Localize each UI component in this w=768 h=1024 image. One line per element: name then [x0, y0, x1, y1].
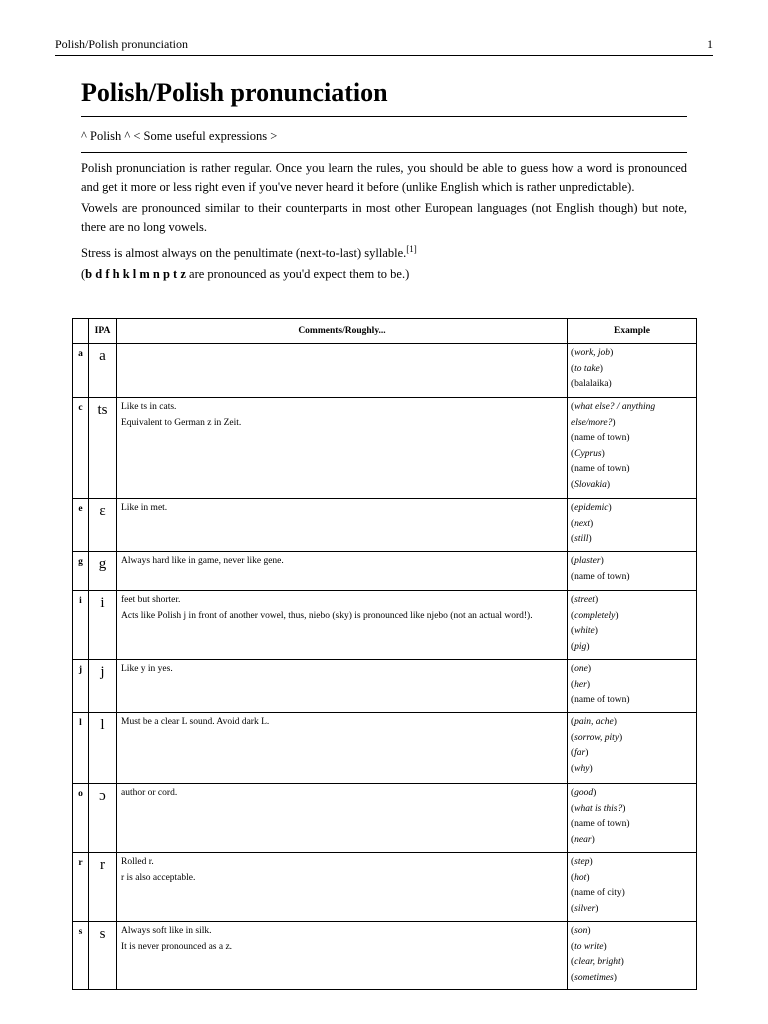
example-gloss: far: [574, 748, 586, 758]
letter-cell: a: [73, 344, 89, 398]
comment-line: Always hard like in game, never like gene.: [121, 556, 284, 566]
running-title: Polish/Polish pronunciation: [55, 37, 189, 51]
footnote-ref[interactable]: [1]: [406, 244, 417, 254]
header-key: [73, 319, 89, 344]
letter-cell: j: [73, 660, 89, 713]
comment-line: Always soft like in silk.: [121, 926, 212, 936]
comment-line: author or cord.: [121, 788, 178, 798]
letter-cell: s: [73, 922, 89, 990]
example-gloss: near: [574, 834, 592, 845]
ipa-cell: l: [89, 713, 117, 784]
comment-line: Like ts in cats.: [121, 402, 177, 412]
example-line: (pig): [571, 641, 590, 652]
page-title: Polish/Polish pronunciation: [81, 76, 687, 117]
header-ipa: IPA: [89, 319, 117, 344]
comment-line: r is also acceptable.: [121, 872, 196, 883]
letter-cell: l: [73, 713, 89, 784]
example-line: (step): [571, 857, 593, 867]
example-gloss: to write: [574, 941, 604, 952]
example-line: (still): [571, 534, 592, 544]
letter-cell: e: [73, 499, 89, 552]
example-line: (silver): [571, 903, 599, 914]
table-row: [73, 552, 697, 591]
example-cell: [568, 344, 697, 398]
example-gloss: white: [574, 626, 595, 636]
example-line: (her): [571, 679, 591, 690]
comments-cell: [117, 922, 568, 990]
example-line: (white): [571, 626, 598, 636]
header-example: Example: [568, 319, 697, 344]
example-gloss: to take: [574, 363, 600, 374]
example-gloss: her: [574, 679, 587, 690]
example-gloss: completely: [574, 610, 616, 621]
example-line: (what else? / anything else/more?): [571, 402, 656, 428]
example-line: (name of town): [571, 464, 630, 474]
table-row: [73, 922, 697, 990]
intro-paragraph-4: [81, 265, 687, 284]
example-gloss: what is this?: [574, 803, 623, 814]
table-row: [73, 398, 697, 499]
comments-cell: [117, 784, 568, 853]
example-cell: [568, 853, 697, 922]
comment-line: Like y in yes.: [121, 664, 173, 674]
example-line: (next): [571, 518, 594, 529]
example-line: (to take): [571, 363, 603, 374]
example-gloss: what else? / anything else/more?: [571, 402, 656, 428]
regular-letters-note: are pronounced as you'd expect them to be.): [185, 267, 410, 282]
example-gloss: Slovakia: [574, 479, 607, 490]
example-cell: [568, 499, 697, 552]
comment-line: Acts like Polish j in front of another vowel, thus, niebo (sky) is pronounced like njebo (not an actual word!).: [121, 610, 533, 621]
paren-open: (: [81, 267, 86, 282]
example-gloss: still: [574, 534, 589, 544]
example-line: (street): [571, 595, 599, 605]
example-cell: [568, 398, 697, 499]
example-gloss: step: [574, 857, 590, 867]
example-gloss: why: [574, 763, 590, 774]
comments-cell: [117, 853, 568, 922]
header-comments: Comments/Roughly...: [117, 319, 568, 344]
ipa-cell: r: [89, 853, 117, 922]
table-row: [73, 344, 697, 398]
regular-letters: b d f h k l m n p t z: [85, 267, 186, 282]
example-cell: [568, 552, 697, 591]
example-line: (hot): [571, 872, 590, 883]
ipa-cell: ɔ: [89, 784, 117, 853]
comments-cell: [117, 552, 568, 591]
comments-cell: [117, 344, 568, 398]
example-line: (one): [571, 664, 592, 674]
example-gloss: one: [574, 664, 588, 674]
example-line: (completely): [571, 610, 619, 621]
example-cell: [568, 784, 697, 853]
example-line: (name of town): [571, 695, 630, 705]
table-row: [73, 660, 697, 713]
comments-cell: [117, 713, 568, 784]
letter-cell: r: [73, 853, 89, 922]
example-gloss: plaster: [574, 556, 601, 566]
example-line: (sorrow, pity): [571, 732, 623, 743]
ipa-cell: i: [89, 591, 117, 660]
example-line: (to write): [571, 941, 607, 952]
example-gloss: pain, ache: [574, 717, 614, 727]
example-gloss: next: [574, 518, 590, 529]
pronunciation-table: [72, 318, 697, 990]
example-gloss: good: [574, 788, 594, 798]
page-content: [81, 76, 687, 284]
ipa-cell: ɛ: [89, 499, 117, 552]
example-gloss: sometimes: [574, 972, 614, 983]
ipa-cell: a: [89, 344, 117, 398]
example-gloss: street: [574, 595, 595, 605]
table-row: [73, 591, 697, 660]
comments-cell: [117, 591, 568, 660]
page-number: 1: [707, 37, 713, 51]
running-header: [55, 37, 713, 56]
comment-line: It is never pronounced as a z.: [121, 941, 233, 952]
intro-paragraph-3: [81, 240, 687, 263]
ipa-cell: s: [89, 922, 117, 990]
example-line: (name of city): [571, 888, 625, 898]
comment-line: Equivalent to German z in Zeit.: [121, 417, 242, 428]
example-line: (Slovakia): [571, 479, 611, 490]
table-header-row: [73, 319, 697, 344]
ipa-cell: g: [89, 552, 117, 591]
example-line: (Cyprus): [571, 448, 605, 459]
example-line: (epidemic): [571, 503, 612, 513]
intro-paragraph-2: Vowels are pronounced similar to their counterparts in most other European languages (not English though) but note, there are no long vowels.: [81, 201, 687, 234]
example-gloss: sorrow, pity: [574, 732, 620, 743]
comment-line: Like in met.: [121, 503, 168, 513]
example-line: (son): [571, 926, 591, 936]
table-row: [73, 853, 697, 922]
table-row: [73, 499, 697, 552]
example-line: (name of town): [571, 571, 630, 582]
example-line: (why): [571, 763, 593, 774]
example-gloss: hot: [574, 872, 587, 883]
example-gloss: work, job: [574, 348, 611, 358]
ipa-cell: ts: [89, 398, 117, 499]
ipa-cell: j: [89, 660, 117, 713]
letter-cell: c: [73, 398, 89, 499]
stress-sentence: Stress is almost always on the penultimate (next-to-last) syllable.: [81, 246, 407, 261]
comment-line: feet but shorter.: [121, 595, 181, 605]
example-line: (sometimes): [571, 972, 617, 983]
comments-cell: [117, 499, 568, 552]
comment-line: Rolled r.: [121, 857, 154, 867]
table-row: [73, 713, 697, 784]
letter-cell: g: [73, 552, 89, 591]
example-gloss: epidemic: [574, 503, 609, 513]
example-line: (near): [571, 834, 595, 845]
example-cell: [568, 713, 697, 784]
example-line: (name of town): [571, 433, 630, 443]
example-gloss: clear, bright: [574, 957, 621, 967]
example-gloss: pig: [574, 641, 587, 652]
comments-cell: [117, 398, 568, 499]
comments-cell: [117, 660, 568, 713]
example-line: (what is this?): [571, 803, 626, 814]
navigation-line[interactable]: ^ Polish ^ < Some useful expressions >: [81, 129, 687, 153]
table-row: [73, 784, 697, 853]
table-body: [73, 344, 697, 990]
letter-cell: o: [73, 784, 89, 853]
example-gloss: Cyprus: [574, 448, 602, 459]
example-line: (balalaika): [571, 379, 612, 389]
example-gloss: son: [574, 926, 588, 936]
example-cell: [568, 922, 697, 990]
comment-line: Must be a clear L sound. Avoid dark L.: [121, 717, 270, 727]
example-line: (pain, ache): [571, 717, 617, 727]
example-line: (good): [571, 788, 597, 798]
pronunciation-table-wrap: [72, 318, 696, 990]
example-cell: [568, 591, 697, 660]
example-line: (name of town): [571, 819, 630, 829]
example-line: (far): [571, 748, 589, 758]
example-line: (clear, bright): [571, 957, 624, 967]
example-gloss: silver: [574, 903, 596, 914]
example-cell: [568, 660, 697, 713]
example-line: (plaster): [571, 556, 604, 566]
letter-cell: i: [73, 591, 89, 660]
example-line: (work, job): [571, 348, 614, 358]
intro-paragraph-1: Polish pronunciation is rather regular. Once you learn the rules, you should be able to guess how a word is pronounced and get it more or less right even if you've never heard it before (unlike English which is rather unpredictable).: [81, 161, 687, 194]
